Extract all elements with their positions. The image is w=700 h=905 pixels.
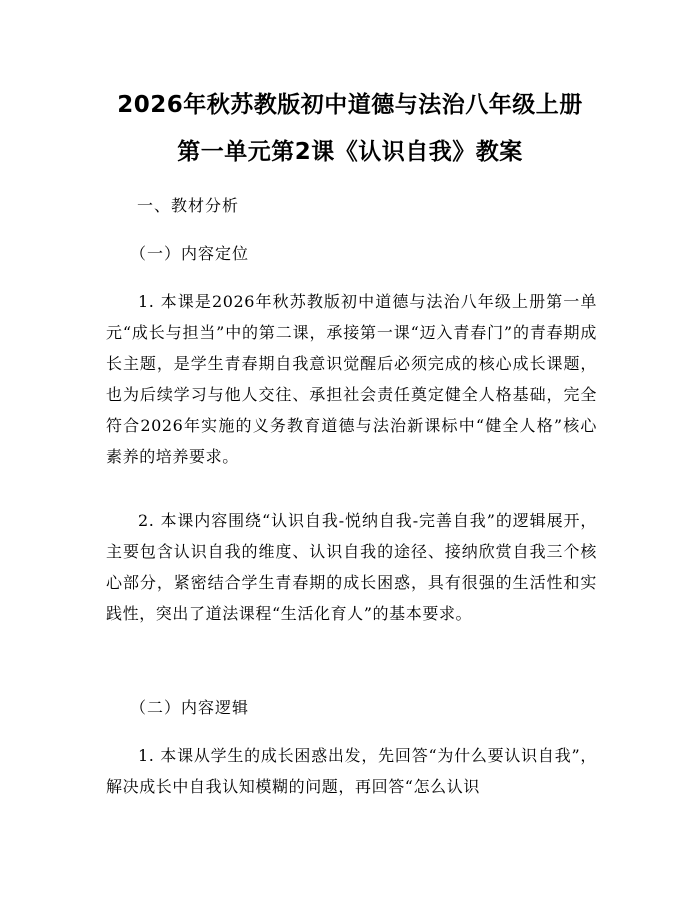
- subsection-heading-content-positioning: （一）内容定位: [130, 244, 250, 263]
- paragraph-3: 1. 本课从学生的成长困惑出发，先回答“为什么要认识自我”，解决成长中自我认知模糊的问题，再回答“怎么认识: [106, 746, 597, 796]
- subsection-heading-content-logic: （二）内容逻辑: [130, 698, 250, 717]
- section-heading-teaching-material-analysis: 一、教材分析: [137, 196, 240, 215]
- document-title-line1: 2026年秋苏教版初中道德与法治八年级上册: [117, 92, 583, 118]
- document-title-line2: 第一单元第2课《认识自我》教案: [177, 139, 523, 165]
- paragraph-2: 2. 本课内容围绕“认识自我-悦纳自我-完善自我”的逻辑展开，主要包含认识自我的维度、认识自我的途径、接纳欣赏自我三个核心部分，紧密结合学生青春期的成长困惑，具有很强的生活性和实践性，突出了道法课程“生活化育人”的基本要求。: [106, 511, 597, 623]
- paragraph-1: 1. 本课是2026年秋苏教版初中道德与法治八年级上册第一单元“成长与担当”中的第二课，承接第一课“迈入青春门”的青春期成长主题，是学生青春期自我意识觉醒后必须完成的核心成长课题，也为后续学习与他人交往、承担社会责任奠定健全人格基础，完全符合2026年实施的义务教育道德与法治新课标中“健全人格”核心素养的培养要求。: [106, 292, 597, 466]
